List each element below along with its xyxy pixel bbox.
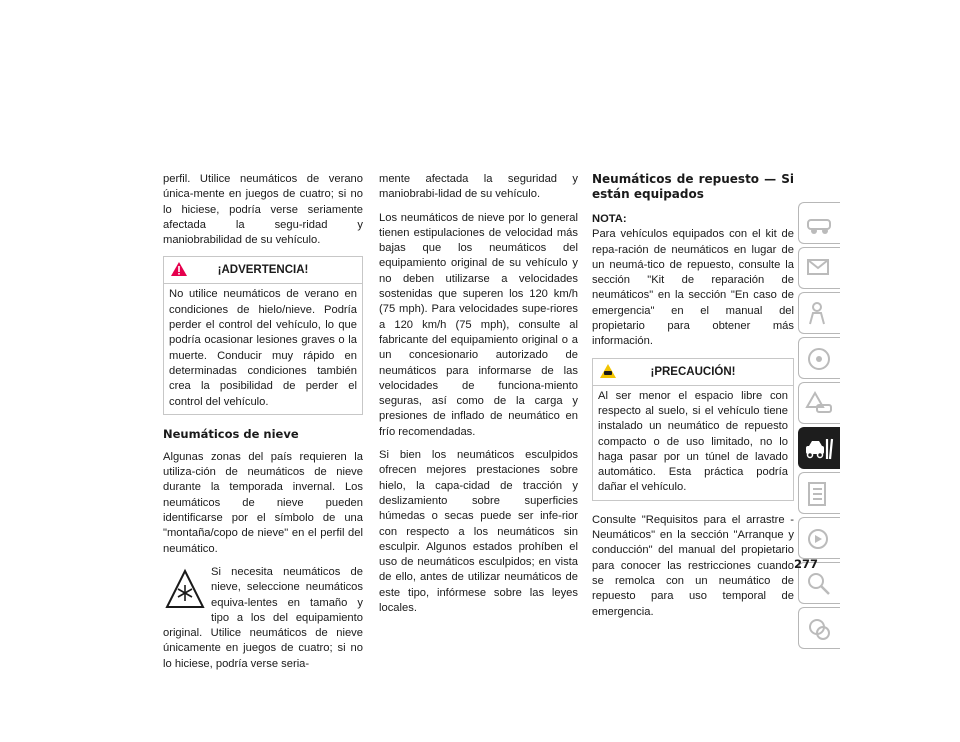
tab-language[interactable] xyxy=(798,607,840,649)
paragraph: Los neumáticos de nieve por lo general tienen estipulaciones de velocidad más bajas que los neumáticos del equipamiento original de su vehículo y no deben utilizarse a velocidades sostenidas que superen los 120 km/h (75 mph). Para velocidades supe-riores a 120 km/h (75 mph), consulte al fabricante del equipamiento original o a un concesionario autorizado de neumáticos para informarse de las velocidades de funciona-miento seguras, así como de la carga y presiones de inflado de neumático en frío recomendadas. xyxy=(379,211,578,438)
caution-title: ¡PRECAUCIÓN! xyxy=(650,365,736,378)
tab-emergency[interactable] xyxy=(798,382,840,424)
warning-header xyxy=(164,257,362,284)
caution-box xyxy=(592,358,794,501)
tab-specifications[interactable] xyxy=(798,472,840,514)
person-safety-icon xyxy=(805,300,835,328)
paragraph: Consulte "Requisitos para el arrastre -Neumáticos" en la sección "Arranque y conducción" del manual del propietario para conocer las restricciones cuando se remolca con un neumático de repuesto para uso temporal de emergencia. xyxy=(592,513,794,618)
paragraph: Si necesita neumáticos de nieve, seleccione neumáticos equiva-lentes en tamaño y tipo a los del equipamiento original. Utilice neumáticos de nieve únicamente en juegos de cuatro; si no lo hiciese, podría verse seria- xyxy=(163,565,363,670)
tab-messages[interactable] xyxy=(798,247,840,289)
tab-vehicle-intro[interactable] xyxy=(798,202,840,244)
section-heading: Neumáticos de repuesto — Si están equipados xyxy=(592,172,794,201)
caution-header xyxy=(593,359,793,386)
warning-text: No utilice neumáticos de verano en condiciones de hielo/nieve. Podría perder el control del vehículo, lo que podría ocasionar lesiones graves o la muerte. Conducir muy rápido en determinadas condiciones también crea la posibilidad de perder el control del vehículo. xyxy=(169,288,357,408)
paragraph: Algunas zonas del país requieren la utiliza-ción de neumáticos de nieve durante la temporada invernal. Los neumáticos de nieve pueden identificarse por el símbolo de una "montaña/copo de nieve" en el perfil del neumático. xyxy=(163,450,363,555)
message-icon xyxy=(805,255,835,283)
steering-wheel-icon xyxy=(805,345,835,373)
multimedia-icon xyxy=(805,525,835,553)
mountain-snowflake-icon xyxy=(165,567,205,619)
column-2 xyxy=(379,172,578,624)
car-tools-icon xyxy=(805,435,835,463)
warning-triangle-icon xyxy=(170,261,188,277)
paragraph: Si bien los neumáticos esculpidos ofrecen mejores prestaciones sobre hielo, la capa-cidad de tracción y deslizamiento sobre superficies húmedas o secas puede ser infe-rior con respecto a los neumáticos sin esculpir. Algunos estados prohíben el uso de neumáticos esculpidos; en vista de ello, antes de utilizar neumáticos de este tipo, infórmese sobre las leyes locales. xyxy=(379,449,578,615)
column-1 xyxy=(163,172,363,680)
chapter-tabs xyxy=(798,202,840,652)
specs-list-icon xyxy=(805,480,835,508)
warning-title: ¡ADVERTENCIA! xyxy=(217,264,309,277)
page-number: 277 xyxy=(794,557,819,571)
search-icon xyxy=(805,570,835,598)
paragraph: mente afectada la seguridad y maniobrabi-lidad de su vehículo. xyxy=(379,173,578,201)
warning-box xyxy=(163,256,363,414)
section-heading: Neumáticos de nieve xyxy=(163,426,299,441)
note-text: Para vehículos equipados con el kit de repa-ración de neumáticos en lugar de un neumá-tico de repuesto, consulte la sección "Kit de reparación de neumáticos" en la sección "En caso de emergencia" en el manual del propietario para obtener más información. xyxy=(592,228,794,348)
tab-service-maintenance[interactable] xyxy=(798,427,840,469)
paragraph: perfil. Utilice neumáticos de verano única-mente en juegos de cuatro; si no lo hiciese, podría verse seriamente afectada la segu-ridad y maniobrabilidad de su vehículo. xyxy=(163,173,363,247)
note-label: NOTA: xyxy=(592,213,627,225)
language-icon xyxy=(805,615,835,643)
snow-tire-note xyxy=(163,565,363,672)
tab-multimedia[interactable] xyxy=(798,517,840,559)
emergency-car-icon xyxy=(805,390,835,418)
tab-driving[interactable] xyxy=(798,337,840,379)
tab-safety[interactable] xyxy=(798,292,840,334)
column-3 xyxy=(592,172,794,628)
caution-car-skid-icon xyxy=(599,363,617,379)
vehicle-intro-icon xyxy=(805,210,835,238)
caution-text: Al ser menor el espacio libre con respecto al suelo, si el vehículo tiene instalado un neumático de repuesto compacto o de uso limitado, no lo haga pasar por un túnel de lavado automático. Esta práctica podría dañar el vehículo. xyxy=(598,389,788,494)
